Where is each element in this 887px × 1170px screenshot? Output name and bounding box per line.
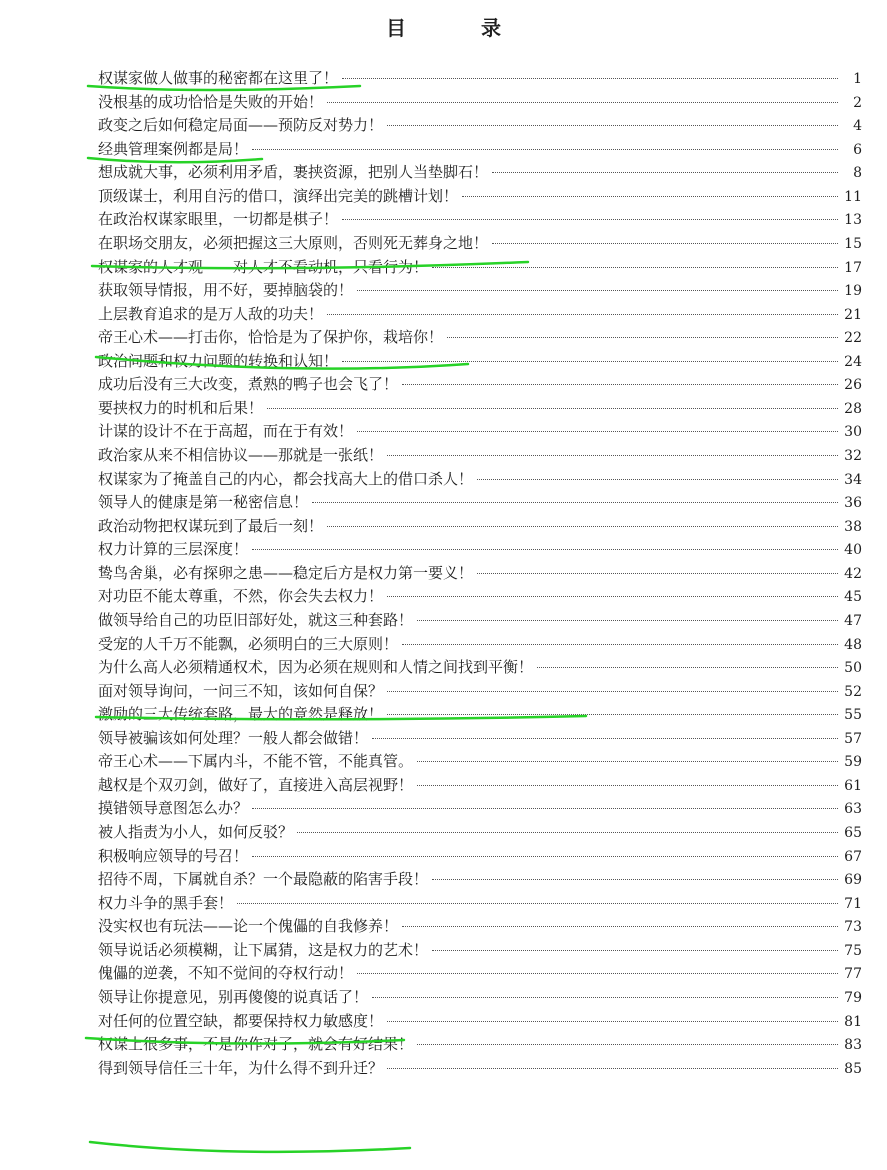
dot-leader [417, 760, 838, 762]
toc-entry-page: 61 [844, 777, 862, 794]
dot-leader [387, 595, 838, 597]
toc-entry-title: 被人指责为小人，如何反驳？ [98, 823, 294, 841]
toc-entry-title: 招待不周，下属就自杀？一个最隐蔽的陷害手段！ [98, 870, 429, 889]
toc-entry-title: 政治动物把权谋玩到了最后一刻！ [98, 516, 324, 535]
toc-entry [98, 397, 862, 421]
toc-entry-page: 50 [844, 660, 862, 677]
toc-entry [98, 821, 862, 845]
toc-entry-page: 83 [844, 1037, 862, 1054]
toc-entry-page: 6 [853, 141, 862, 158]
dot-leader [267, 407, 838, 409]
dot-leader [387, 124, 838, 126]
toc-entry-title: 权谋家为了掩盖自己的内心，都会找高大上的借口杀人！ [98, 469, 474, 488]
dot-leader [237, 902, 838, 904]
dot-leader [432, 266, 838, 268]
dot-leader [327, 313, 838, 315]
dot-leader [462, 195, 838, 197]
dot-leader [417, 1043, 838, 1045]
toc-entry-title: 经典管理案例都是局！ [98, 139, 249, 158]
toc-entry-title: 面对领导询问，一问三不知，该如何自保？ [98, 681, 384, 700]
dot-leader [342, 77, 838, 79]
toc-entry [98, 279, 862, 303]
dot-leader [402, 643, 838, 645]
dot-leader [342, 360, 838, 362]
toc-entry [98, 633, 862, 657]
toc-entry [98, 468, 862, 492]
toc-entry [98, 892, 862, 916]
toc-entry-page: 57 [844, 730, 862, 747]
dot-leader [477, 478, 838, 480]
toc-entry-title: 政治家从来不相信协议——那就是一张纸！ [98, 446, 384, 464]
toc-entry [98, 114, 862, 138]
dot-leader [417, 784, 838, 786]
toc-entry-title: 鸷鸟舍巢，必有探卵之患——稳定后方是权力第一要义！ [98, 563, 474, 582]
dot-leader [387, 454, 838, 456]
toc-entry-page: 73 [844, 919, 862, 936]
toc-entry [98, 326, 862, 350]
toc-entry-page: 42 [844, 565, 862, 582]
toc-entry-title: 在职场交朋友，必须把握这三大原则，否则死无葬身之地！ [98, 233, 489, 252]
page-title: 目 录 [386, 16, 535, 40]
toc-entry [98, 138, 862, 162]
toc-entry-page: 38 [844, 518, 862, 535]
toc-entry-page: 71 [844, 895, 862, 912]
toc-entry [98, 986, 862, 1010]
toc-entry-title: 想成就大事，必须利用矛盾，裹挟资源，把别人当垫脚石！ [98, 163, 489, 182]
toc-entry-page: 34 [844, 471, 862, 488]
toc-entry-title: 领导被骗该如何处理？一般人都会做错！ [98, 728, 369, 747]
toc-entry-page: 55 [844, 707, 862, 724]
dot-leader [402, 383, 838, 385]
toc-entry [98, 868, 862, 892]
toc-entry-page: 15 [844, 235, 862, 252]
dot-leader [387, 1067, 838, 1069]
toc-entry [98, 845, 862, 869]
toc-entry [98, 515, 862, 539]
toc-entry-page: 2 [853, 94, 862, 111]
dot-leader [492, 242, 838, 244]
toc-entry-page: 36 [844, 495, 862, 512]
toc-entry-title: 没实权也有玩法——论一个傀儡的自我修养！ [98, 917, 399, 936]
toc-entry-title: 受宠的人千万不能飘，必须明白的三大原则！ [98, 634, 399, 653]
dot-leader [432, 878, 838, 880]
toc-entry-title: 帝王心术——下属内斗，不能不管，不能真管。 [98, 752, 414, 771]
dot-leader [387, 690, 838, 692]
dot-leader [492, 171, 838, 173]
toc-entry-title: 做领导给自己的功臣旧部好处，就这三种套路！ [98, 610, 414, 629]
toc-entry-title: 权谋上很多事，不是你作对了，就会有好结果！ [98, 1035, 414, 1054]
toc-entry [98, 350, 862, 374]
toc-entry-page: 69 [844, 872, 862, 889]
toc-entry-title: 没根基的成功恰恰是失败的开始！ [98, 92, 324, 111]
dot-leader [417, 619, 838, 621]
toc-entry [98, 303, 862, 327]
toc-entry-page: 81 [844, 1013, 862, 1030]
toc-entry-page: 17 [844, 259, 862, 276]
dot-leader [357, 430, 838, 432]
toc-entry-title: 激励的三大传统套路，最大的竟然是释放！ [98, 705, 384, 724]
toc-entry-title: 要挟权力的时机和后果！ [98, 398, 264, 417]
toc-entry-page: 65 [844, 825, 862, 841]
toc-entry-title: 对任何的位置空缺，都要保持权力敏感度！ [98, 1011, 384, 1030]
toc-entry-page: 28 [844, 400, 862, 417]
toc-entry [98, 1057, 862, 1081]
toc-entry [98, 939, 862, 963]
toc-entry [98, 208, 862, 232]
toc-entry-page: 8 [853, 165, 862, 182]
toc-entry-page: 24 [844, 353, 862, 370]
toc-entry-page: 26 [844, 377, 862, 394]
toc-entry-page: 48 [844, 636, 862, 653]
dot-leader [252, 855, 838, 857]
toc-entry-title: 在政治权谋家眼里，一切都是棋子！ [98, 210, 339, 229]
toc-entry-title: 越权是个双刃剑，做好了，直接进入高层视野！ [98, 775, 414, 794]
toc-entry-title: 得到领导信任三十年，为什么得不到升迁？ [98, 1058, 384, 1077]
toc-entry-title: 领导人的健康是第一秘密信息！ [98, 493, 309, 512]
toc-entry [98, 185, 862, 209]
toc-entry-page: 45 [844, 589, 862, 606]
dot-leader [357, 972, 838, 974]
dot-leader [447, 336, 838, 338]
toc-entry-page: 11 [844, 188, 862, 205]
toc-entry [98, 727, 862, 751]
toc-entry-title: 领导让你提意见，别再傻傻的说真话了！ [98, 987, 369, 1006]
toc-entry [98, 774, 862, 798]
dot-leader [252, 548, 838, 550]
toc-entry [98, 1010, 862, 1034]
toc-entry [98, 797, 862, 821]
toc-entry-title: 帝王心术——打击你，恰恰是为了保护你，栽培你！ [98, 328, 444, 347]
toc-entry [98, 67, 862, 91]
toc-entry [98, 562, 862, 586]
dot-leader [327, 101, 838, 103]
dot-leader [402, 925, 838, 927]
highlight-underline-7 [90, 1142, 410, 1152]
toc-entry-title: 权谋家的人才观——对人才不看动机，只看行为！ [98, 257, 429, 276]
toc-entry-title: 领导说话必须模糊，让下属猜，这是权力的艺术！ [98, 940, 429, 959]
toc-entry-title: 摸错领导意图怎么办？ [98, 799, 249, 818]
toc-entry-title: 获取领导情报，用不好，要掉脑袋的！ [98, 281, 354, 300]
dot-leader [357, 289, 838, 291]
toc-entry [98, 161, 862, 185]
toc-entry [98, 915, 862, 939]
toc-entry-page: 63 [844, 801, 862, 818]
toc-entry [98, 703, 862, 727]
dot-leader [387, 713, 838, 715]
toc-entry-page: 4 [853, 118, 862, 135]
toc-entry [98, 373, 862, 397]
toc-entry [98, 962, 862, 986]
dot-leader [252, 807, 838, 809]
toc-entry-title: 对功臣不能太尊重，不然，你会失去权力！ [98, 587, 384, 606]
toc-entry-title: 傀儡的逆袭，不知不觉间的夺权行动！ [98, 964, 354, 983]
toc-entry-title: 上层教育追求的是万人敌的功夫！ [98, 304, 324, 323]
toc-entry [98, 538, 862, 562]
toc-entry-page: 75 [844, 942, 862, 959]
toc-entry-title: 权力计算的三层深度！ [98, 540, 249, 559]
toc-entry-page: 85 [844, 1060, 862, 1077]
toc-entry-page: 30 [844, 424, 862, 441]
dot-leader [252, 148, 838, 150]
toc-entry [98, 656, 862, 680]
toc-entry-title: 成功后没有三大改变，煮熟的鸭子也会飞了！ [98, 375, 399, 394]
toc-entry [98, 680, 862, 704]
dot-leader [537, 666, 838, 668]
toc-entry-title: 政治问题和权力问题的转换和认知！ [98, 351, 339, 370]
toc-entry [98, 256, 862, 280]
toc-entry-page: 67 [844, 848, 862, 865]
dot-leader [372, 996, 838, 998]
toc-entry-page: 13 [844, 212, 862, 229]
toc-entry-title: 积极响应领导的号召！ [98, 846, 249, 865]
toc-entry-page: 19 [844, 283, 862, 300]
toc-entry [98, 585, 862, 609]
toc-entry [98, 232, 862, 256]
toc-entry-title: 政变之后如何稳定局面——预防反对势力！ [98, 116, 384, 135]
toc-entry-page: 21 [844, 306, 862, 323]
dot-leader [387, 1020, 838, 1022]
dot-leader [297, 831, 838, 833]
toc-entry-page: 79 [844, 989, 862, 1006]
toc-entry-page: 47 [844, 612, 862, 629]
toc-entry [98, 91, 862, 115]
toc-entry [98, 420, 862, 444]
toc-entry-title: 顶级谋士，利用自污的借口，演绎出完美的跳槽计划！ [98, 186, 459, 205]
toc-entry [98, 1033, 862, 1057]
dot-leader [327, 525, 838, 527]
toc-entry-page: 32 [844, 448, 862, 464]
toc-entry [98, 609, 862, 633]
toc-entry-page: 22 [844, 330, 862, 347]
toc-entry-title: 为什么高人必须精通权术，因为必须在规则和人情之间找到平衡！ [98, 658, 534, 677]
toc-entry-page: 1 [853, 71, 862, 87]
table-of-contents [98, 67, 862, 1080]
toc-entry-page: 77 [844, 966, 862, 983]
dot-leader [477, 572, 838, 574]
dot-leader [432, 949, 838, 951]
toc-entry-page: 52 [844, 683, 862, 700]
toc-entry-title: 权谋家做人做事的秘密都在这里了！ [98, 69, 339, 87]
toc-entry-title: 计谋的设计不在于高超，而在于有效！ [98, 422, 354, 441]
toc-entry-page: 59 [844, 754, 862, 771]
toc-entry-page: 40 [844, 542, 862, 559]
toc-entry [98, 444, 862, 468]
dot-leader [312, 501, 838, 503]
toc-entry [98, 491, 862, 515]
dot-leader [342, 218, 838, 220]
toc-entry [98, 750, 862, 774]
dot-leader [372, 737, 838, 739]
toc-entry-title: 权力斗争的黑手套！ [98, 893, 234, 912]
